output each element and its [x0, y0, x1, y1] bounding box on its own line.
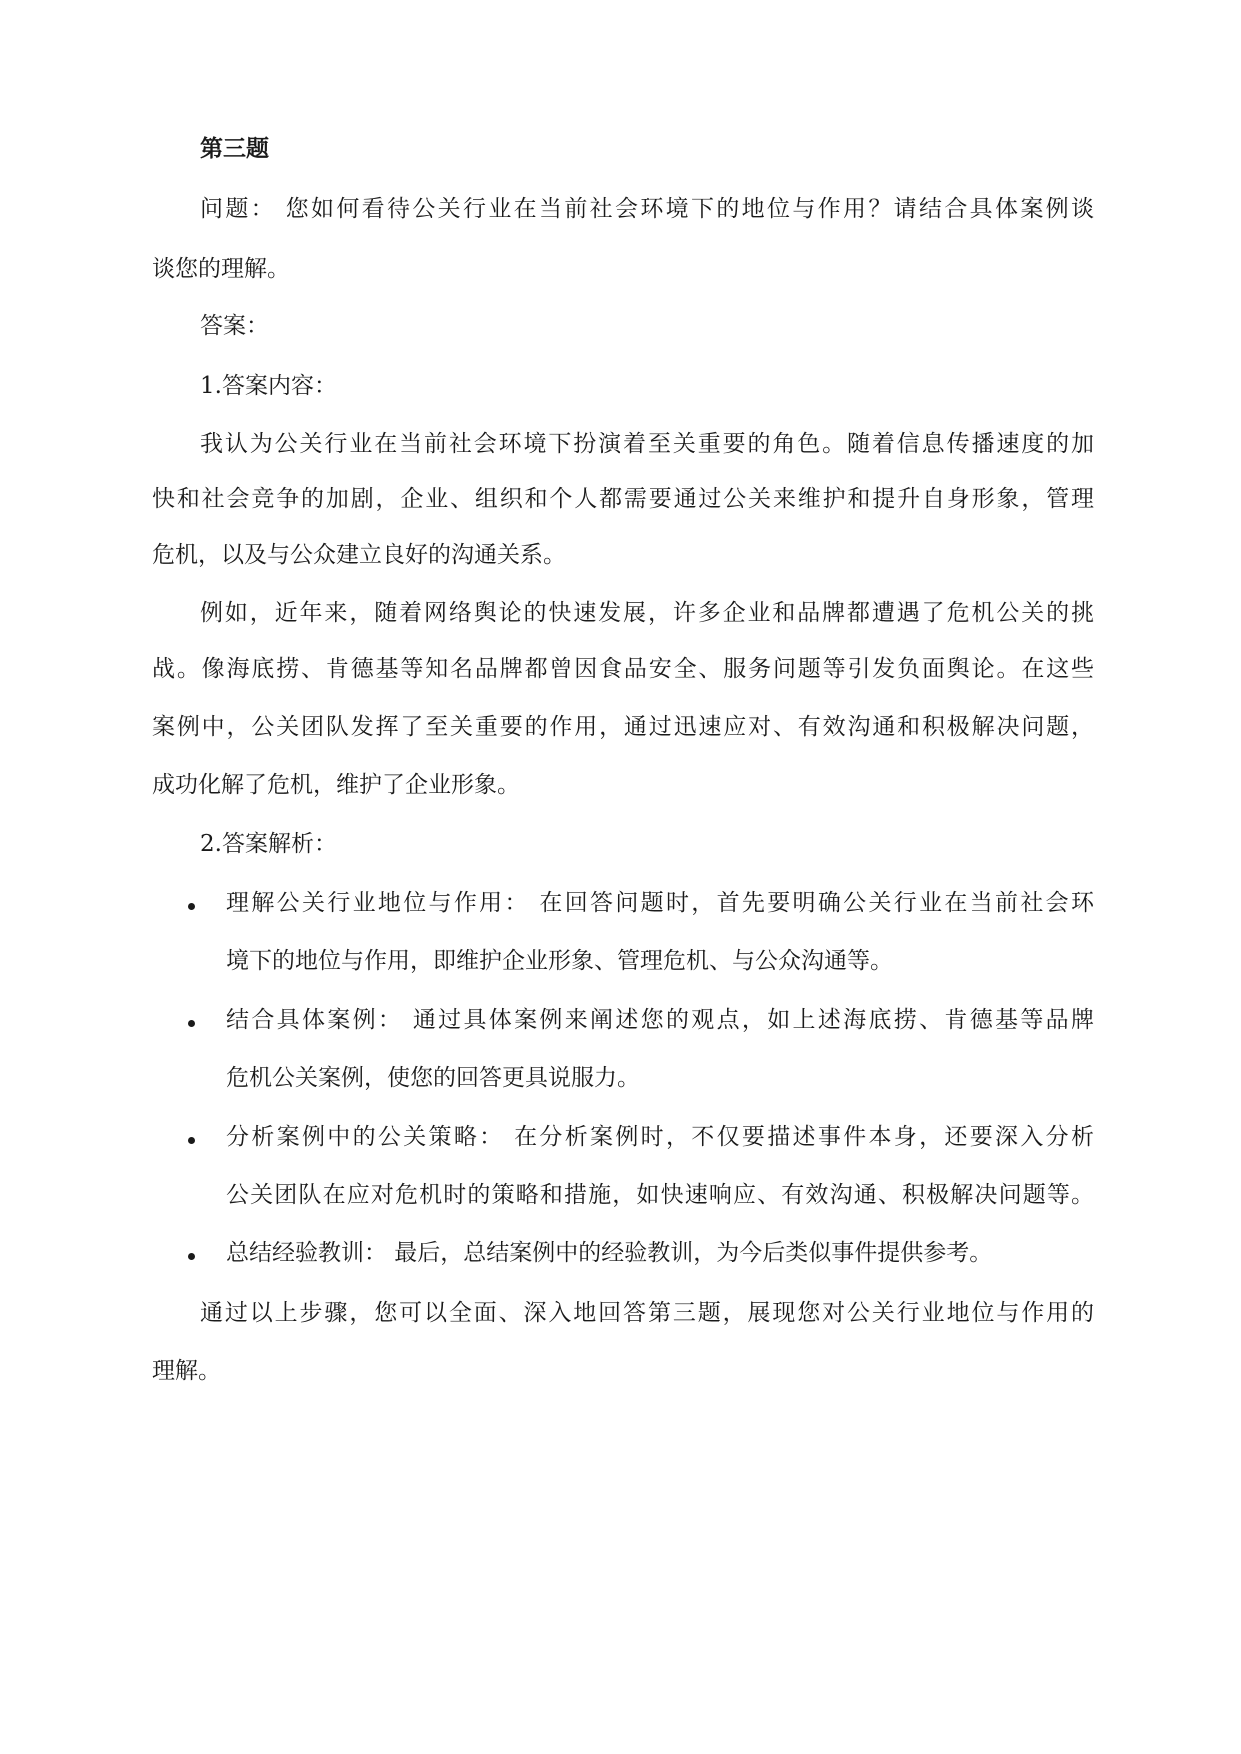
paragraph-1-line-3: 危机，以及与公众建立良好的沟通关系。 [152, 542, 566, 568]
section-1-heading: 1.答案内容： [200, 373, 337, 399]
paragraph-2-line-4: 成功化解了危机，维护了企业形象。 [152, 772, 520, 798]
bullet-dot-icon [188, 1253, 195, 1260]
bullet-3-line-1: 分析案例中的公关策略： 在分析案例时，不仅要描述事件本身，还要深入分析 [226, 1124, 1094, 1150]
bullet-2-line-1: 结合具体案例： 通过具体案例来阐述您的观点，如上述海底捞、肯德基等品牌 [226, 1007, 1094, 1033]
paragraph-2-line-1: 例如，近年来，随着网络舆论的快速发展，许多企业和品牌都遭遇了危机公关的挑 [200, 600, 1094, 626]
paragraph-1-line-1: 我认为公关行业在当前社会环境下扮演着至关重要的角色。随着信息传播速度的加 [200, 431, 1094, 457]
paragraph-1-line-2: 快和社会竞争的加剧，企业、组织和个人都需要通过公关来维护和提升自身形象，管理 [152, 486, 1094, 512]
conclusion-line-2: 理解。 [152, 1358, 221, 1384]
page-title: 第三题 [200, 135, 269, 162]
bullet-dot-icon [188, 1020, 195, 1027]
question-line-2: 谈您的理解。 [152, 256, 290, 282]
bullet-dot-icon [188, 903, 195, 910]
question-line-1: 问题： 您如何看待公关行业在当前社会环境下的地位与作用？请结合具体案例谈 [200, 196, 1094, 222]
bullet-1-line-1: 理解公关行业地位与作用： 在回答问题时，首先要明确公关行业在当前社会环 [226, 890, 1094, 916]
bullet-1-line-2: 境下的地位与作用，即维护企业形象、管理危机、与公众沟通等。 [226, 948, 893, 974]
section-2-heading: 2.答案解析： [200, 831, 337, 857]
bullet-4-line-1: 总结经验教训： 最后，总结案例中的经验教训，为今后类似事件提供参考。 [226, 1240, 993, 1266]
paragraph-2-line-2: 战。像海底捞、肯德基等知名品牌都曾因食品安全、服务问题等引发负面舆论。在这些 [152, 656, 1094, 682]
conclusion-line-1: 通过以上步骤，您可以全面、深入地回答第三题，展现您对公关行业地位与作用的 [200, 1300, 1094, 1326]
bullet-3-line-2: 公关团队在应对危机时的策略和措施，如快速响应、有效沟通、积极解决问题等。 [226, 1182, 1094, 1208]
answer-label: 答案： [200, 313, 269, 339]
bullet-2-line-2: 危机公关案例，使您的回答更具说服力。 [226, 1065, 640, 1091]
paragraph-2-line-3: 案例中，公关团队发挥了至关重要的作用，通过迅速应对、有效沟通和积极解决问题， [152, 714, 1094, 740]
bullet-dot-icon [188, 1137, 195, 1144]
